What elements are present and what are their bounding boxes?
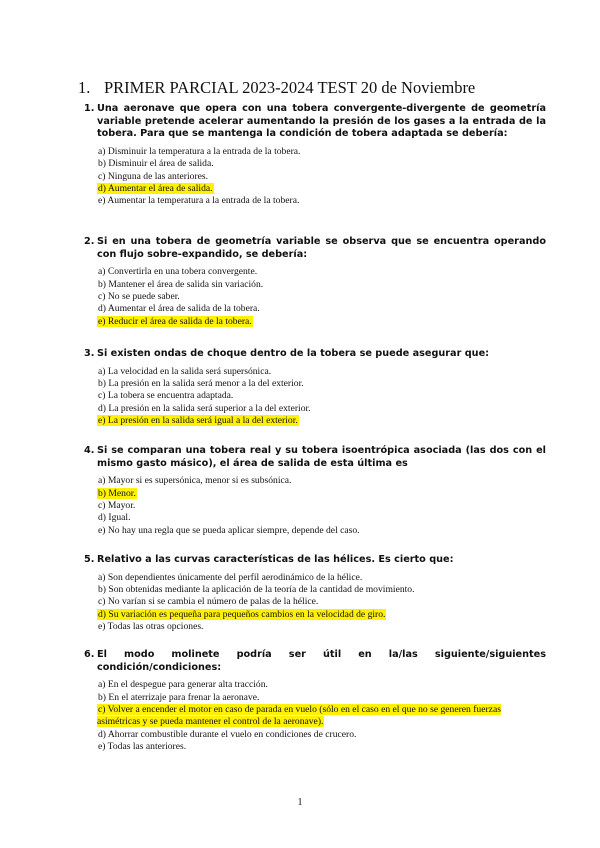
question-4-statement: Si se comparan una tobera real y su tobera isoentrópica asociada (las dos con el mismo gasto másico), el área de salida de esta última es xyxy=(97,445,546,469)
question-4-option-e: e) No hay una regla que se pueda aplicar siempre, depende del caso. xyxy=(98,524,360,536)
question-3-text xyxy=(84,348,546,361)
question-5 xyxy=(84,554,546,634)
question-3-statement: Si existen ondas de choque dentro de la tobera se puede asegurar que: xyxy=(97,348,490,359)
question-6-option-d: d) Ahorrar combustible durante el vuelo en condiciones de crucero. xyxy=(98,728,357,740)
question-6-text xyxy=(84,649,546,674)
question-5-statement: Relativo a las curvas características de las hélices. Es cierto que: xyxy=(97,554,454,565)
question-5-option-b: b) Son obtenidas mediante la aplicación de la teoría de la cantidad de movimiento. xyxy=(98,584,415,595)
section-number: 1. xyxy=(78,78,91,97)
question-1 xyxy=(84,103,546,208)
question-2-option-d: d) Aumentar el área de salida de la tobera. xyxy=(98,303,260,315)
question-2 xyxy=(84,236,546,328)
question-3-options xyxy=(84,366,546,428)
question-2-option-c: c) No se puede saber. xyxy=(98,291,180,302)
question-3 xyxy=(84,348,546,428)
question-1-statement: Una aeronave que opera con una tobera convergente-divergente de geometría variable pretende acelerar aumentando la presión de los gases a la entrada de la tobera. Para que se mantenga la condición de tobera adaptada se debería: xyxy=(97,103,546,140)
question-3-option-a: a) La velocidad en la salida será supersónica. xyxy=(98,365,272,377)
question-1-option-b: b) Disminuir el área de salida. xyxy=(98,158,214,170)
question-5-option-d: d) Su variación es pequeña para pequeños cambios en la velocidad de giro. xyxy=(98,608,386,620)
question-4-option-c: c) Mayor. xyxy=(98,500,136,511)
page-number: 1 xyxy=(297,797,303,808)
question-2-option-e: e) Reducir el área de salida de la tobera. xyxy=(98,315,252,327)
question-1-option-d: d) Aumentar el área de salida. xyxy=(98,183,213,194)
question-4-option-a: a) Mayor si es supersónica, menor si es subsónica. xyxy=(98,475,292,487)
question-5-option-e: e) Todas las otras opciones. xyxy=(98,621,204,633)
question-5-text xyxy=(84,554,546,567)
question-6 xyxy=(84,649,546,754)
question-6-option-c: c) Volver a encender el motor en caso de parada en vuelo (sólo en el caso en el que no se generen fuerzas asimétricas y se pueda mantener el control de la aeronave). xyxy=(97,704,501,728)
question-5-option-c: c) No varían si se cambia el número de palas de la hélice. xyxy=(98,596,319,608)
question-4-number: 4. xyxy=(84,445,95,456)
question-1-number: 1. xyxy=(84,103,95,114)
question-3-option-e: e) La presión en la salida será igual a la del exterior. xyxy=(98,415,298,427)
question-1-option-e: e) Aumentar la temperatura a la entrada de la tobera. xyxy=(98,195,300,207)
question-2-options xyxy=(84,266,546,328)
question-5-number: 5. xyxy=(84,554,95,565)
question-6-option-b: b) En el aterrizaje para frenar la aeronave. xyxy=(98,691,260,703)
question-1-option-c: c) Ninguna de las anteriores. xyxy=(98,170,209,182)
question-5-option-a: a) Son dependientes únicamente del perfil aerodinámico de la hélice. xyxy=(98,571,363,583)
question-2-text xyxy=(84,236,546,261)
question-6-options xyxy=(84,679,546,753)
section-title: PRIMER PARCIAL 2023-2024 TEST 20 de Noviembre xyxy=(104,78,476,97)
question-5-options xyxy=(84,572,546,634)
question-1-text xyxy=(84,103,546,141)
question-2-option-a: a) Convertirla en una tobera convergente. xyxy=(98,266,258,278)
question-6-number: 6. xyxy=(84,649,95,660)
question-2-statement: Si en una tobera de geometría variable se observa que se encuentra operando con flujo sobre-expandido, se debería: xyxy=(97,236,546,260)
question-3-option-c: c) La tobera se encuentra adaptada. xyxy=(98,390,234,402)
question-3-option-b: b) La presión en la salida será menor a la del exterior. xyxy=(98,378,304,389)
question-4 xyxy=(84,445,546,537)
question-3-number: 3. xyxy=(84,348,95,359)
question-4-option-d: d) Igual. xyxy=(98,512,131,524)
question-4-option-b: b) Menor. xyxy=(98,487,136,499)
question-4-options xyxy=(84,475,546,537)
question-6-statement: El modo molinete podría ser útil en la/las siguiente/siguientes condición/condiciones: xyxy=(97,649,546,673)
question-2-option-b: b) Mantener el área de salida sin variación. xyxy=(98,278,264,290)
question-3-option-d: d) La presión en la salida será superior a la del exterior. xyxy=(98,402,311,414)
question-4-text xyxy=(84,445,546,470)
page-title xyxy=(78,78,475,98)
question-2-number: 2. xyxy=(84,236,95,247)
question-6-option-a: a) En el despegue para generar alta tracción. xyxy=(98,679,268,691)
question-1-options xyxy=(84,146,546,208)
question-1-option-a: a) Disminuir la temperatura a la entrada de la tobera. xyxy=(98,145,301,157)
question-6-option-e: e) Todas las anteriores. xyxy=(98,741,187,753)
